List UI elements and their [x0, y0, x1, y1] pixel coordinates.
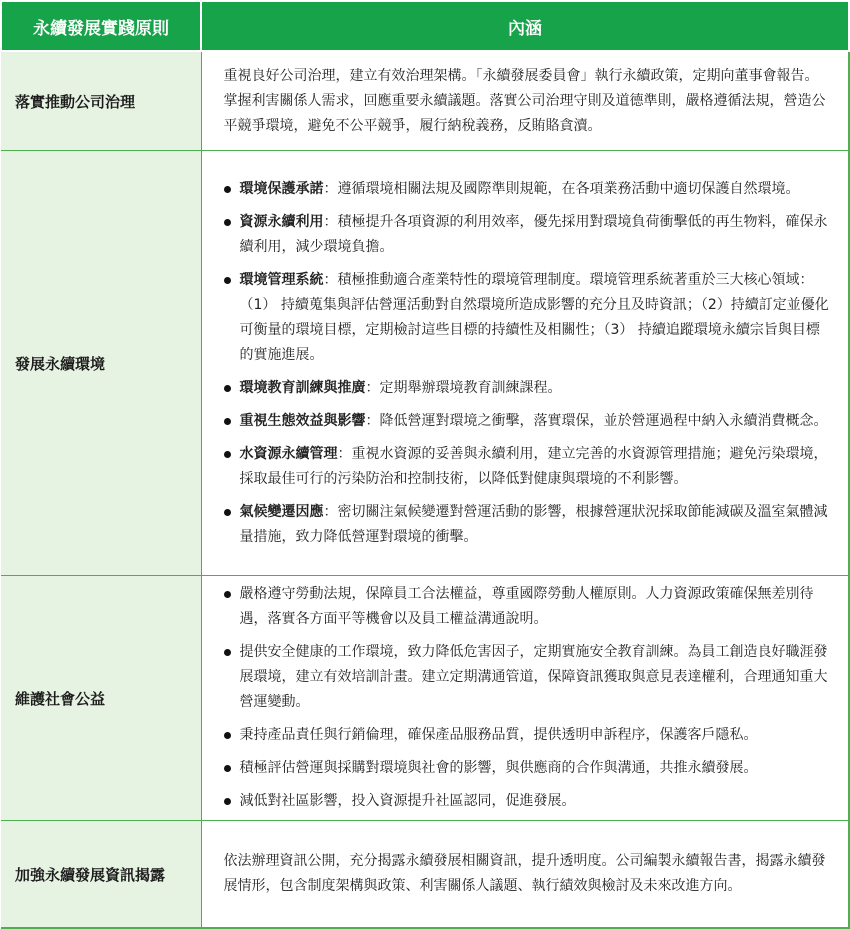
list-item — [224, 210, 831, 260]
item-text: ：定期舉辦環境教育訓練課程。 — [365, 379, 562, 396]
item-keyword: 環境教育訓練與推廣 — [239, 379, 366, 396]
header-principle: 永續發展實踐原則 — [1, 1, 201, 51]
item-text: ：重視水資源的妥善與永續利用，建立完善的水資源管理措施；避免污染環境，採取最佳可行的污染防治和控制技術，以降低對健康與環境的不利影響。 — [239, 445, 828, 487]
table-row — [1, 51, 849, 151]
table-row — [1, 151, 849, 576]
bullet-list — [224, 177, 831, 550]
list-item — [224, 409, 831, 434]
principle-label: 加強永續發展資訊揭露 — [1, 821, 201, 929]
principle-label: 落實推動公司治理 — [1, 51, 201, 151]
table-row — [1, 576, 849, 821]
header-row — [1, 1, 849, 51]
item-keyword: 資源永續利用 — [239, 213, 324, 230]
list-item — [224, 177, 831, 202]
header-content: 內涵 — [201, 1, 849, 51]
list-item — [224, 268, 831, 368]
item-text: ：積極推動適合產業特性的環境管理制度。環境管理系統著重於三大核心領域：（1） 持續蒐集與評估營運活動對自然環境所造成影響的充分且及時資訊；（2）持續訂定並優化可衡量的環境目標，定期檢討這些目標的持續性及相關性；（3） 持續追蹤環境永續宗旨與目標的實施進展。 — [239, 271, 829, 363]
item-text: ：遵循環境相關法規及國際準則規範，在各項業務活動中適切保護自然環境。 — [323, 180, 800, 197]
item-keyword: 環境保護承諾 — [239, 180, 324, 197]
bullet-list — [224, 582, 831, 814]
item-text: ：積極提升各項資源的利用效率，優先採用對環境負荷衝擊低的再生物料，確保永續利用，減少環境負擔。 — [239, 213, 828, 255]
list-item — [224, 376, 831, 401]
content-text: 重視良好公司治理，建立有效治理架構。「永續發展委員會」執行永續政策，定期向董事會報告。掌握利害關係人需求，回應重要永續議題。落實公司治理守則及道德準則，嚴格遵循法規，營造公平競爭環境，避免不公平競爭，履行納稅義務，反賄賂貪瀆。 — [201, 51, 849, 151]
list-item: 嚴格遵守勞動法規，保障員工合法權益，尊重國際勞動人權原則。人力資源政策確保無差別待遇，落實各方面平等機會以及員工權益溝通說明。 — [224, 582, 831, 632]
list-item — [224, 442, 831, 492]
item-keyword: 水資源永續管理 — [239, 445, 338, 462]
list-item: 提供安全健康的工作環境，致力降低危害因子，定期實施安全教育訓練。為員工創造良好職涯發展環境，建立有效培訓計畫。建立定期溝通管道，保障資訊獲取與意見表達權利，合理通知重大營運變動。 — [224, 640, 831, 715]
content-list-cell — [201, 576, 849, 821]
list-item: 積極評估營運與採購對環境與社會的影響，與供應商的合作與溝通，共推永續發展。 — [224, 756, 831, 781]
table-row — [1, 821, 849, 929]
list-item — [224, 500, 831, 550]
item-text: ：降低營運對環境之衝擊，落實環保，並於營運過程中納入永續消費概念。 — [365, 412, 828, 429]
content-list-cell — [201, 151, 849, 576]
list-item: 秉持產品責任與行銷倫理，確保產品服務品質，提供透明申訴程序，保護客戶隱私。 — [224, 723, 831, 748]
item-keyword: 環境管理系統 — [239, 271, 324, 288]
content-text: 依法辦理資訊公開，充分揭露永續發展相關資訊，提升透明度。公司編製永續報告書，揭露永續發展情形，包含制度架構與政策、利害關係人議題、執行績效與檢討及未來改進方向。 — [201, 821, 849, 929]
item-text: ：密切關注氣候變遷對營運活動的影響，根據營運狀況採取節能減碳及溫室氣體減量措施，致力降低營運對環境的衝擊。 — [239, 503, 828, 545]
principle-label: 發展永續環境 — [1, 151, 201, 576]
list-item: 減低對社區影響，投入資源提升社區認同，促進發展。 — [224, 789, 831, 814]
principle-label: 維護社會公益 — [1, 576, 201, 821]
item-keyword: 氣候變遷因應 — [239, 503, 324, 520]
item-keyword: 重視生態效益與影響 — [239, 412, 366, 429]
